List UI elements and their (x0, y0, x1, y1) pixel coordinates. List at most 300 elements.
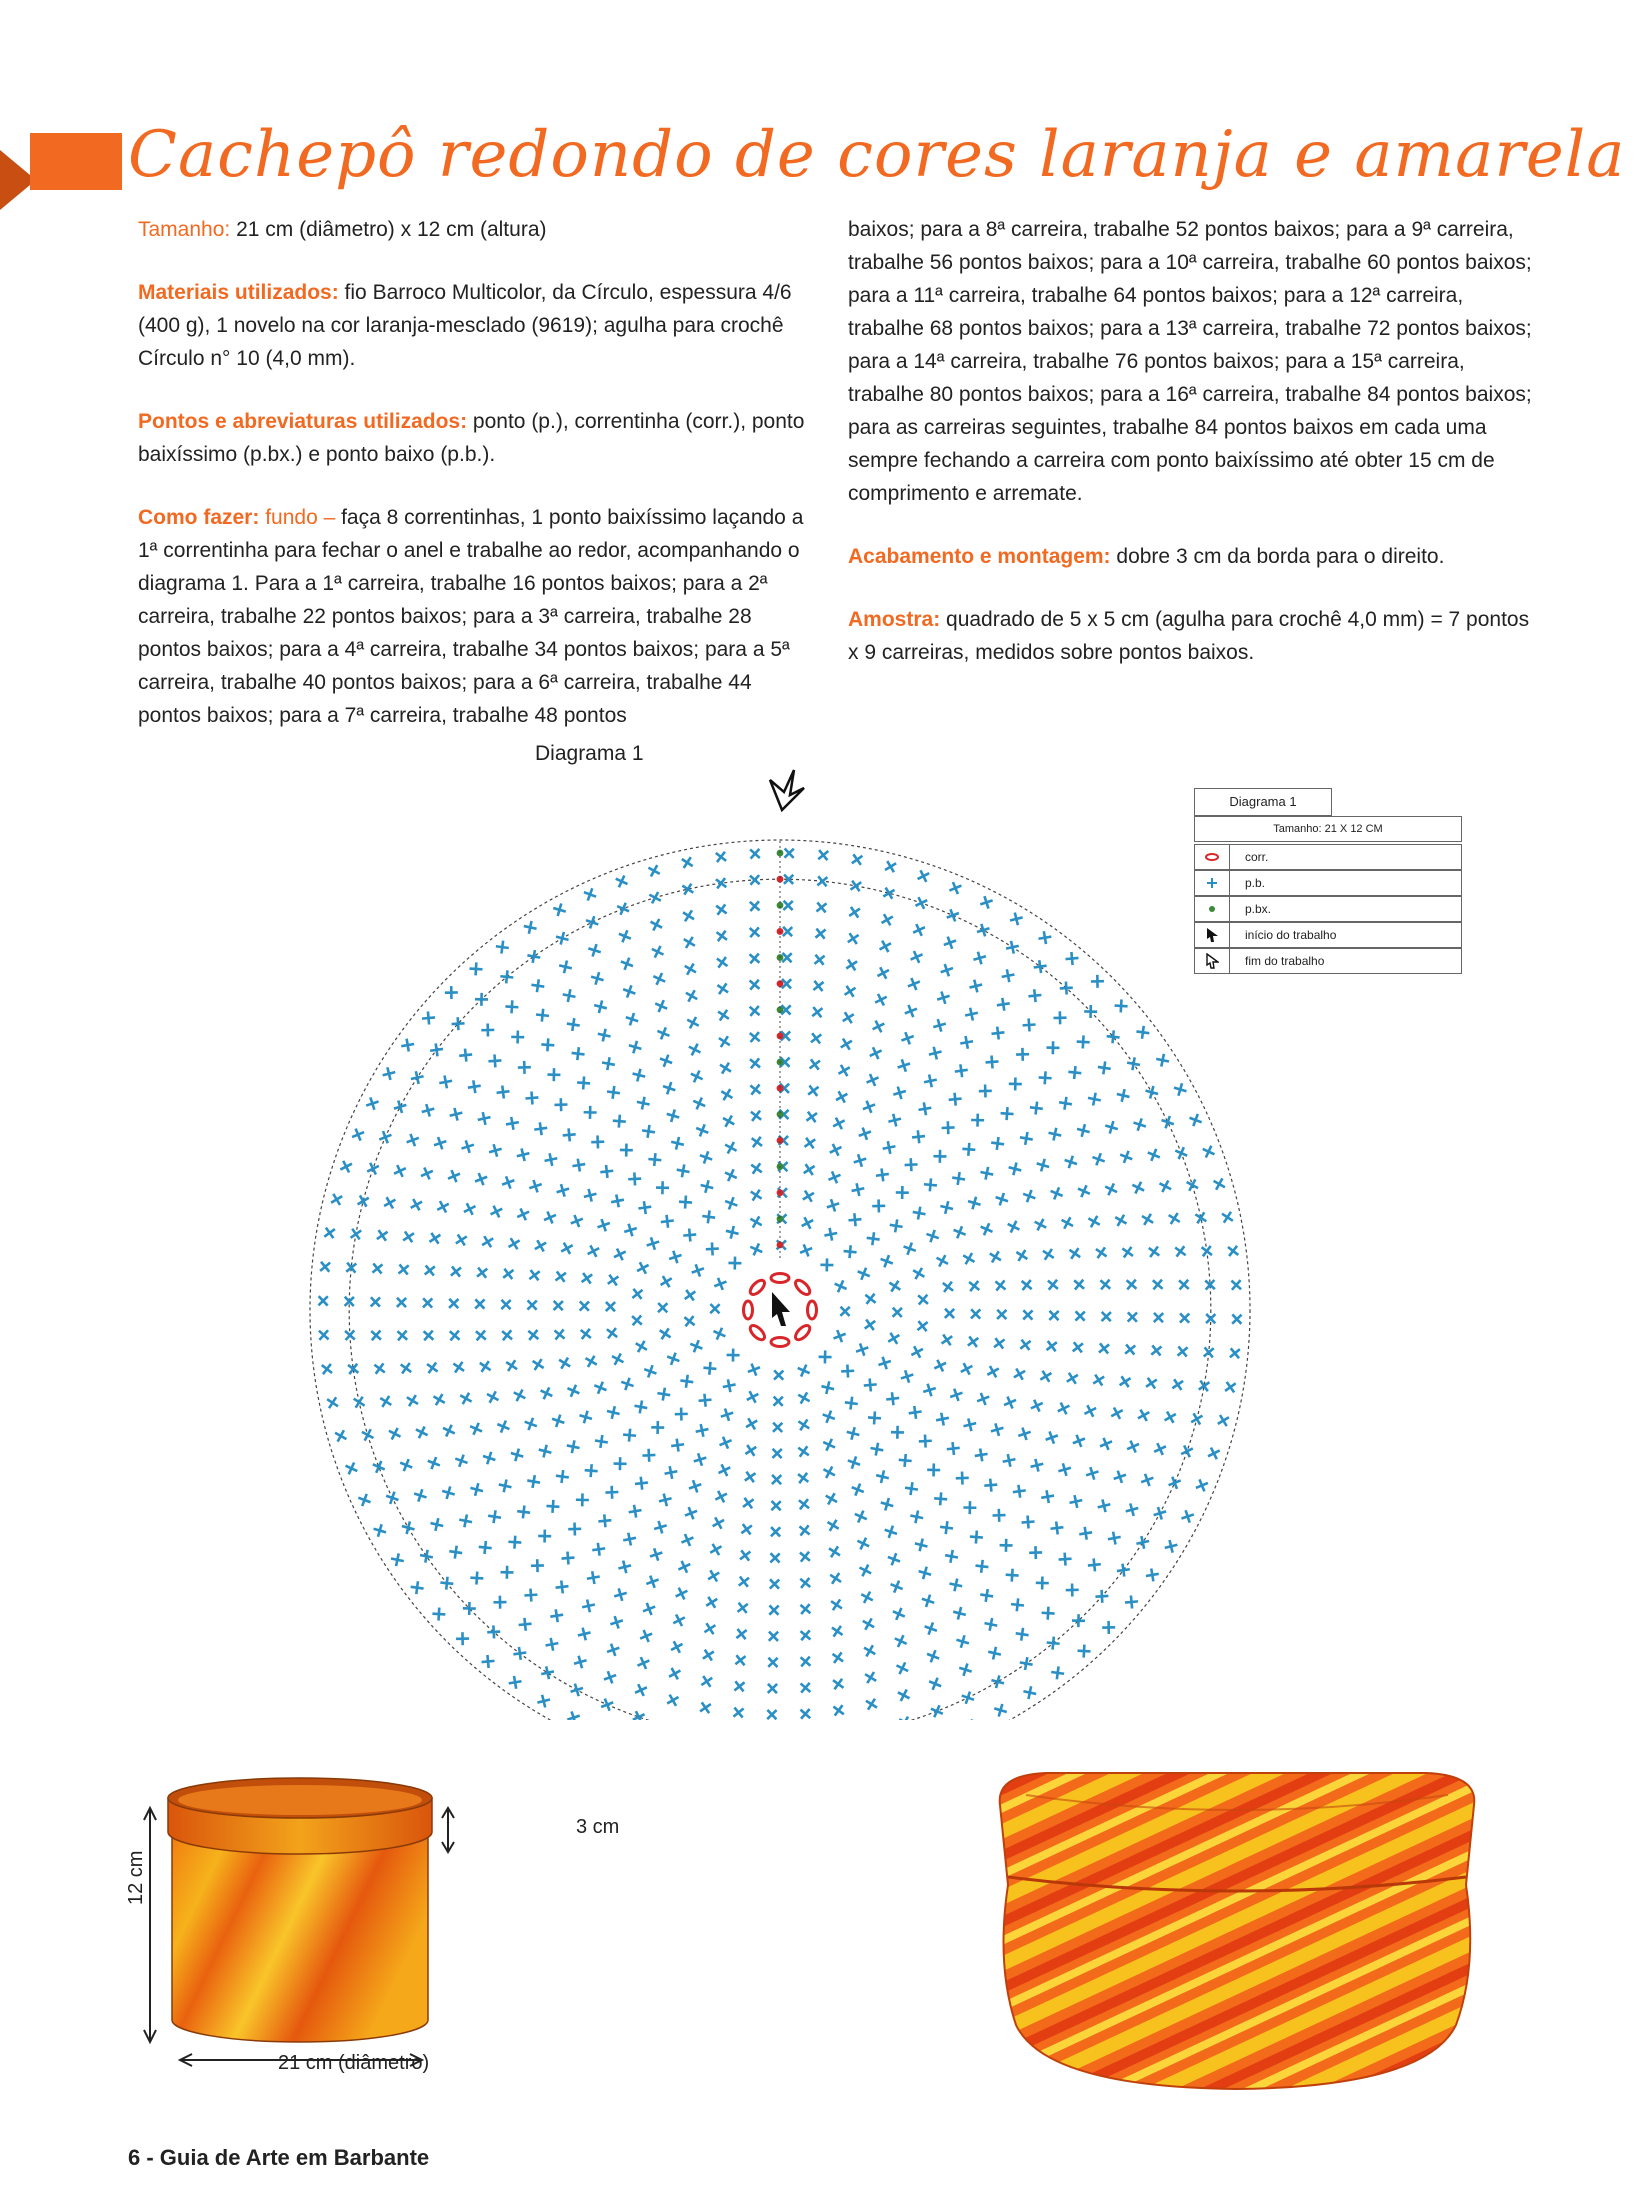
stitch-corr (771, 1274, 789, 1283)
stitch-pb (917, 1101, 932, 1116)
stitch-pbx (777, 850, 784, 857)
stitch-pb (458, 1513, 473, 1528)
stitch-pb (1096, 1275, 1114, 1293)
stitch-pb (888, 1578, 905, 1595)
stitch-pb (468, 1420, 485, 1437)
stitch-pb (546, 1499, 560, 1513)
stitch-pb (356, 1492, 373, 1509)
stitch-pb (801, 1134, 819, 1152)
stitch-pb (635, 1654, 652, 1671)
stitch-pb (736, 1546, 754, 1564)
stitch-pb (1090, 1371, 1108, 1389)
stitch-pb (921, 1382, 937, 1398)
stitch-pb (720, 1112, 738, 1130)
stitch-pb (1063, 1369, 1081, 1387)
stitch-pb (822, 1490, 840, 1508)
stitch-pb (960, 1250, 978, 1268)
stitch-pb (664, 1691, 682, 1709)
stitch-pb (657, 1273, 675, 1291)
stitch-pb (1022, 1685, 1037, 1700)
stitch-pb (913, 1317, 931, 1335)
stitch-pb (1152, 1505, 1168, 1521)
stitch-pb (705, 1242, 719, 1256)
stitch-pb (932, 1017, 948, 1033)
stitch-pb (393, 1326, 411, 1344)
stitch-pb (392, 1099, 408, 1115)
stitch-pb (1149, 1308, 1167, 1326)
stitch-pb (372, 1522, 388, 1538)
fold-arrow (442, 1808, 454, 1852)
stitch-pb (410, 1580, 425, 1595)
stitch-pb (1087, 1558, 1101, 1572)
stitch-pb (628, 1285, 646, 1303)
stitch-pb (975, 1391, 992, 1408)
stitch-pb (370, 1360, 388, 1378)
stitch-pb (886, 1277, 904, 1295)
stitch-pb (826, 1169, 843, 1186)
stitch-pb (1123, 1308, 1141, 1326)
stitch-pb (745, 897, 763, 915)
stitch-pb (820, 1258, 833, 1271)
stitch-corr (808, 1301, 817, 1319)
stitch-pb (979, 1166, 994, 1181)
stitch-pb (706, 1300, 724, 1318)
stitch-pb (796, 1548, 814, 1566)
stitch-pb (962, 1142, 976, 1156)
stitch-pb (536, 1693, 552, 1709)
stitch-pb (461, 1200, 478, 1217)
stitch-pb (537, 1443, 553, 1459)
stitch-pb (1184, 1176, 1202, 1194)
stitch-pb (445, 1294, 463, 1312)
stitch-pb (538, 1385, 555, 1402)
stitch-pb (796, 1679, 814, 1697)
stitch-pb (892, 1632, 909, 1649)
stitch-pb (618, 955, 635, 972)
stitch-pb (844, 930, 862, 948)
stitch-pb (1077, 1644, 1091, 1658)
stitch-pb (829, 1649, 847, 1667)
stitch-pb (1076, 1035, 1090, 1049)
stitch-pb (1055, 1400, 1072, 1417)
stitch-pb (668, 1638, 686, 1656)
stitch-pb (966, 1305, 984, 1323)
stitch-pb (619, 1376, 636, 1393)
stitch-pb (400, 1520, 416, 1536)
stitch-pb (522, 1416, 539, 1433)
stitch-pb (990, 1334, 1008, 1352)
stitch-pb (944, 907, 961, 924)
stitch-pb (1010, 1598, 1024, 1612)
stitch-pb (707, 1541, 725, 1559)
finish-text: dobre 3 cm da borda para o direito. (1110, 545, 1445, 568)
stitch-pb (586, 1570, 601, 1585)
dashed-ring (349, 879, 1211, 1720)
stitch-pb (946, 1441, 960, 1455)
stitch-pb (1135, 1535, 1150, 1550)
stitch-pb (951, 1224, 968, 1241)
stitch-pb (1058, 1552, 1072, 1566)
stitch-pb (1037, 1367, 1055, 1385)
stitch-pb (318, 1360, 336, 1378)
legend-row-pb (1194, 870, 1462, 896)
stitch-pb (899, 1030, 916, 1047)
stitch-pb (852, 1508, 869, 1525)
stitch-pb (703, 1593, 721, 1611)
stitch-pb (939, 1278, 957, 1296)
stitch-pb (923, 1073, 938, 1088)
stitch-pb (392, 1293, 410, 1311)
stitch-pb (830, 1701, 848, 1719)
stitch-pb (935, 990, 951, 1006)
stitch-pb (846, 903, 864, 921)
stitch-pb (589, 970, 605, 986)
stitch-pb (565, 1382, 582, 1399)
stitch-pb (698, 1672, 716, 1690)
stitch-pb (538, 1529, 551, 1542)
stitch-pb (688, 1338, 705, 1355)
stitch-pb (745, 949, 763, 967)
stitch-pb (825, 1197, 841, 1213)
stitch-pb (487, 1509, 502, 1524)
stitch-pb (628, 1172, 642, 1186)
stitch-pb (809, 977, 827, 995)
stitch-pb (445, 986, 458, 999)
stitch-pb (920, 1593, 936, 1609)
stitch-pb (999, 1539, 1012, 1552)
stitch-pb (887, 1112, 903, 1128)
legend-row-start (1194, 922, 1462, 948)
stitch-pb (1187, 1112, 1204, 1129)
stitch-pb (630, 1708, 647, 1720)
stitch-pb (990, 1674, 1006, 1690)
stitch-pb (1145, 1146, 1162, 1163)
stitch-pb (598, 1514, 612, 1528)
stitches-label: Pontos e abreviaturas utilizados: (138, 410, 468, 433)
stitch-pb (550, 1325, 568, 1343)
stitch-pb (1097, 1307, 1115, 1325)
stitch-pb (469, 962, 483, 976)
stitch-pb (844, 1396, 859, 1411)
stitch-pb (730, 1677, 748, 1695)
stitch-pb (947, 880, 964, 897)
stitch-pb (655, 1025, 672, 1042)
stitch-pb (966, 1195, 982, 1211)
stitch-pb (656, 1387, 671, 1402)
stitch-pb (495, 1418, 512, 1435)
stitch-pb (561, 988, 576, 1003)
stitch-pb (767, 1470, 785, 1488)
stitch-pb (984, 1363, 1002, 1381)
stitch-pb (571, 1158, 586, 1173)
stitch-pb (609, 1350, 627, 1368)
stitch-pb (523, 1296, 541, 1314)
stitch-pb (1172, 1081, 1188, 1097)
stitch-pb (1047, 1126, 1062, 1141)
stitch-pb (638, 1200, 653, 1215)
stitch-pb (941, 1121, 955, 1135)
stitch-pb (515, 1206, 532, 1223)
stitch-pb (523, 920, 538, 935)
stitch-pb (954, 1063, 969, 1078)
stitch-pb (747, 1159, 765, 1177)
stitch-pb (676, 1558, 693, 1575)
stitch-pb (983, 1617, 998, 1632)
stitch-pb (569, 1682, 585, 1698)
stitch-pb (434, 1198, 452, 1216)
stitch-pb (554, 1098, 567, 1111)
stitch-pb (858, 1588, 876, 1606)
stitch-pb (654, 1298, 672, 1316)
stitch-pb (373, 1226, 391, 1244)
stitch-pb (899, 1368, 915, 1384)
stitch-pb (1173, 1145, 1190, 1162)
stitch-pb (820, 1380, 836, 1396)
stitch-pb (577, 1325, 595, 1343)
stitch-pb (584, 914, 601, 931)
stitch-pb (1050, 1666, 1065, 1681)
stitch-pb (354, 1192, 372, 1210)
stitch-pb (881, 1140, 896, 1155)
stitch-pb (1136, 1025, 1151, 1040)
stitch-pb (1108, 1404, 1126, 1422)
stitch-pb (679, 880, 697, 898)
stitch-pb (660, 1214, 674, 1228)
stitch-pb (496, 1085, 510, 1099)
stitch-pb (481, 1023, 494, 1036)
dot-icon (1195, 897, 1230, 921)
stitch-pb (596, 1027, 611, 1042)
stitch-pb (747, 1186, 765, 1204)
stitch-pb (994, 1191, 1010, 1207)
stitch-pb (768, 1444, 786, 1462)
stitch-pb (1112, 1469, 1129, 1486)
stitch-pb (620, 1143, 633, 1156)
stitch-pb (1058, 1096, 1073, 1111)
right-column (848, 213, 1538, 699)
stitch-pb (616, 928, 633, 945)
stitch-pb (347, 1225, 365, 1243)
stitch-pb (350, 1393, 368, 1411)
stitch-pb (328, 1191, 346, 1209)
stitch-pb (876, 1355, 892, 1371)
stitch-pb (800, 1161, 818, 1179)
stitch-pb (952, 1605, 968, 1621)
stitch-pb (927, 1675, 944, 1692)
stitch-pb (1145, 1243, 1163, 1261)
stitch-pb (549, 1608, 564, 1623)
stitch-pb (883, 1524, 899, 1540)
stitch-pb (524, 1588, 538, 1602)
stitch-pb (646, 889, 664, 907)
legend-title: Diagrama 1 (1194, 788, 1332, 816)
stitch-pb (726, 1348, 739, 1361)
stitch-pb (1046, 1041, 1059, 1054)
stitch-pb (711, 1325, 728, 1342)
stitch-pb (886, 1551, 903, 1568)
stitch-pb (896, 1057, 912, 1073)
stitch-pb (423, 1359, 441, 1377)
stitch-pb (1041, 1606, 1055, 1620)
stitch-pb (513, 1646, 528, 1661)
stitch-pb (1119, 1243, 1137, 1261)
stitch-pb (633, 1399, 648, 1414)
stitch-pb (876, 938, 894, 956)
stitch-pb (549, 1296, 567, 1314)
stitch-pb (798, 1242, 815, 1259)
stitch-pb (928, 1703, 945, 1720)
stitch-pb (337, 1158, 354, 1175)
stitch-pb (527, 1178, 543, 1194)
end-arrow-icon (770, 770, 804, 810)
stitch-pb (1227, 1276, 1245, 1294)
stitch-pb (827, 1596, 845, 1614)
stitch-pb (592, 1379, 609, 1396)
stitch-pb (634, 1476, 648, 1490)
stitch-pb (601, 1056, 616, 1071)
basket-photo (986, 1765, 1486, 2095)
stitch-pb (904, 1158, 918, 1172)
stitch-pb (935, 1411, 950, 1426)
stitch-pb (645, 1235, 661, 1251)
stitch-pb (1001, 1453, 1016, 1468)
stitch-pb (690, 1262, 707, 1279)
stitch-pb (746, 845, 764, 863)
stitch-pb (606, 1085, 621, 1100)
stitch-pb (901, 1240, 918, 1257)
dimension-drawing (120, 1770, 560, 2080)
stitch-pb (617, 1559, 633, 1575)
stitch-pb (968, 978, 984, 994)
stitch-pb (604, 1271, 622, 1289)
stitch-pb (948, 1092, 962, 1106)
stitch-pb (965, 1277, 983, 1295)
stitch-pb (1019, 1656, 1034, 1671)
stitch-pb (806, 1055, 824, 1073)
stitch-pb (1092, 1244, 1110, 1262)
stitch-pb (1214, 1412, 1232, 1430)
stitch-pb (846, 1454, 863, 1471)
stitch-corr (793, 1278, 812, 1297)
stitch-pb (850, 1182, 865, 1197)
stitch-pb (577, 1076, 591, 1090)
stitch-pb (484, 1388, 502, 1406)
legend-subtitle: Tamanho: 21 X 12 CM (1194, 816, 1462, 842)
stitch-pb (476, 1357, 494, 1375)
stitch-pb (446, 1326, 464, 1344)
stitches-text: ponto (p.), correntinha (corr.), ponto baixíssimo (p.bx.) e ponto baixo (p.b.). (138, 410, 805, 466)
stitch-pb (515, 1147, 531, 1163)
left-column (138, 213, 818, 762)
stitch-pb (739, 1494, 757, 1512)
stitch-pb (861, 1642, 879, 1660)
stitch-pb (680, 934, 698, 952)
stitch-pb (939, 962, 956, 979)
stitch-pb (912, 1206, 927, 1221)
stitch-pb (367, 1326, 385, 1344)
stitch-pb (384, 1490, 401, 1507)
stitch-pb (709, 1514, 727, 1532)
stitch-pb (386, 1425, 404, 1443)
stitch-pb (991, 1026, 1005, 1040)
stitch-pb (1005, 1218, 1022, 1235)
stitch-pb (939, 1520, 954, 1535)
box-body (172, 1830, 428, 2042)
stitch-pb (1066, 1583, 1079, 1596)
stitch-pb (447, 1262, 465, 1280)
stitch-pb (1048, 1185, 1065, 1202)
stitch-pb (1015, 1627, 1030, 1642)
stitch-pb (857, 1562, 874, 1579)
stitch-pb (823, 1227, 838, 1242)
stitch-pb (796, 1705, 814, 1720)
stitch-pb (1065, 951, 1079, 965)
stitch-pb (651, 1421, 664, 1434)
stitch-pb (1165, 1210, 1183, 1228)
stitch-pb (808, 1003, 826, 1021)
stitch-pb (870, 1018, 887, 1035)
stitch-pb (481, 1654, 495, 1668)
stitch-pb (712, 848, 730, 866)
stitch-pb (377, 1129, 394, 1146)
stitch-pb (729, 1703, 747, 1720)
corner-tab (30, 133, 122, 190)
stitch-pb (472, 1326, 490, 1344)
stitch-pb (810, 951, 828, 969)
stitch-pb (586, 942, 602, 958)
stitch-pb (1068, 1065, 1082, 1079)
start-arrow-icon (1195, 923, 1230, 947)
stitch-pb (576, 1626, 592, 1642)
sample-paragraph (848, 603, 1538, 669)
stitch-pb (908, 1405, 923, 1420)
stitch-pb (524, 1326, 542, 1344)
stitch-pb (991, 1276, 1009, 1294)
stitch-pb (558, 959, 574, 975)
stitch-pb (927, 1045, 943, 1061)
stitch-pb (641, 1124, 656, 1139)
stitch-pb (686, 1041, 703, 1058)
stitch-pb (508, 1535, 522, 1549)
stitch-pb (448, 1106, 464, 1122)
stitch-pb (1102, 1181, 1119, 1198)
stitch-pb (628, 1311, 646, 1329)
stitch-pb (1012, 1484, 1027, 1499)
stitch-pb (732, 1625, 750, 1643)
materials-label: Materiais utilizados: (138, 281, 339, 304)
stitch-pb (500, 1566, 513, 1579)
stitch-corr (748, 1278, 767, 1297)
stitch-pb (613, 1457, 626, 1470)
stitch-pb (971, 1113, 984, 1126)
stitch-pb (940, 1304, 958, 1322)
stitch-pb (1007, 1161, 1023, 1177)
height-arrow (144, 1808, 156, 2042)
stitch-pb (1045, 1306, 1063, 1324)
stitch-pb (610, 1193, 625, 1208)
stitch-pb (1021, 1188, 1038, 1205)
stitch-pb (467, 1079, 482, 1094)
stitch-pb (1001, 1394, 1018, 1411)
stitch-pb (1021, 1515, 1035, 1529)
stitch-pb (1149, 1275, 1167, 1293)
stitch-pb (1135, 1406, 1153, 1424)
stitch-pb (692, 1451, 708, 1467)
stitch-pb (885, 1391, 899, 1405)
stitch-pb (511, 1387, 528, 1404)
stitch-pb (602, 1669, 619, 1686)
stitch-pb (1126, 1056, 1141, 1071)
